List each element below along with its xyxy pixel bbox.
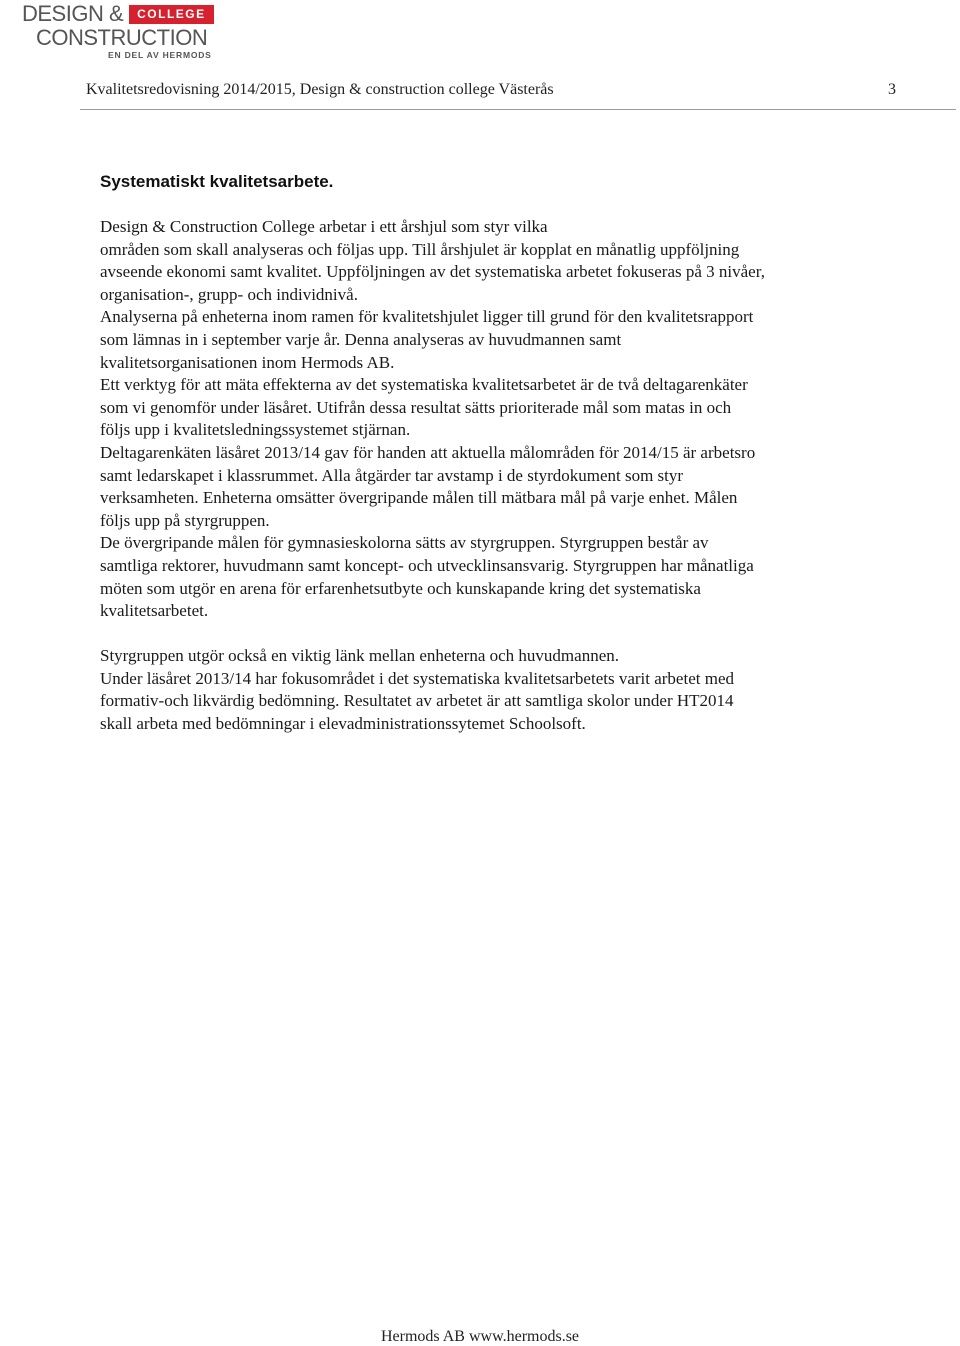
body-line: som lämnas in i september varje år. Denna analyseras av huvudmannen samt <box>100 329 622 349</box>
page-number: 3 <box>888 81 896 98</box>
body-line: kvalitetsarbetet. <box>100 601 209 621</box>
body-line: avseende ekonomi samt kvalitet. Uppföljningen av det systematiska arbetet fokuseras på 3 nivåer, <box>100 262 765 282</box>
body-line: samtliga rektorer, huvudmann samt koncept- och utvecklinsansvarig. Styrgruppen har månatliga <box>100 555 754 575</box>
body-line: skall arbeta med bedömningar i elevadministrationssytemet Schoolsoft. <box>100 714 586 734</box>
body-line: Design & Construction College arbetar i ett årshjul som styr vilka <box>100 217 548 236</box>
page-footer: Hermods AB www.hermods.se <box>380 1328 580 1345</box>
body-line: följs upp i kvalitetsledningssystemet stjärnan. <box>100 420 411 440</box>
body-line: De övergripande målen för gymnasieskolorna sätts av styrgruppen. Styrgruppen består av <box>100 533 709 553</box>
logo-construction-text: CONSTRUCTION <box>36 25 208 50</box>
body-line: organisation-, grupp- och individnivå. <box>100 284 358 304</box>
paragraph-gap <box>100 623 890 646</box>
body-line: Under läsåret 2013/14 har fokusområdet i det systematiska kvalitetsarbetets varit arbetet med <box>100 668 734 688</box>
body-line: formativ-och likvärdig bedömning. Resultatet av arbetet är att samtliga skolor under HT2014 <box>100 691 734 711</box>
body-line: områden som skall analyseras och följas upp. Till årshjulet är kopplat en månatlig uppföljning <box>100 239 740 259</box>
running-header <box>86 80 896 100</box>
body-line: möten som utgör en arena för erfarenhetsutbyte och kunskapande kring det systematiska <box>100 578 701 598</box>
body-line: som vi genomför under läsåret. Utifrån dessa resultat sätts prioriterade mål som matas in och <box>100 397 732 417</box>
logo-design-text: DESIGN & <box>22 1 124 26</box>
body-line: Analyserna på enheterna inom ramen för kvalitetshjulet ligger till grund för den kvalitetsrapport <box>100 307 754 327</box>
logo-top-row <box>22 2 214 26</box>
section-title: Systematiskt kvalitetsarbete. <box>100 172 334 191</box>
logo-subtitle: EN DEL AV HERMODS <box>108 50 212 60</box>
body-line: Styrgruppen utgör också en viktig länk mellan enheterna och huvudmannen. <box>100 646 619 666</box>
body-line: verksamheten. Enheterna omsätter övergripande målen till mätbara mål på varje enhet. Målen <box>100 488 738 508</box>
body-line: följs upp på styrgruppen. <box>100 510 270 530</box>
body-text <box>100 216 890 736</box>
header-divider <box>80 109 956 110</box>
logo-college-badge: COLLEGE <box>129 5 214 24</box>
body-line: Deltagarenkäten läsåret 2013/14 gav för handen att aktuella målområden för 2014/15 är arbetsro <box>100 442 756 462</box>
body-line: kvalitetsorganisationen inom Hermods AB. <box>100 352 395 372</box>
header-title: Kvalitetsredovisning 2014/2015, Design & construction college Västerås <box>86 81 554 98</box>
body-line: Ett verktyg för att mäta effekterna av det systematiska kvalitetsarbetet är de två deltagarenkäter <box>100 375 748 395</box>
company-logo <box>22 2 222 60</box>
body-line: samt ledarskapet i klassrummet. Alla åtgärder tar avstamp i de styrdokument som styr <box>100 465 684 485</box>
